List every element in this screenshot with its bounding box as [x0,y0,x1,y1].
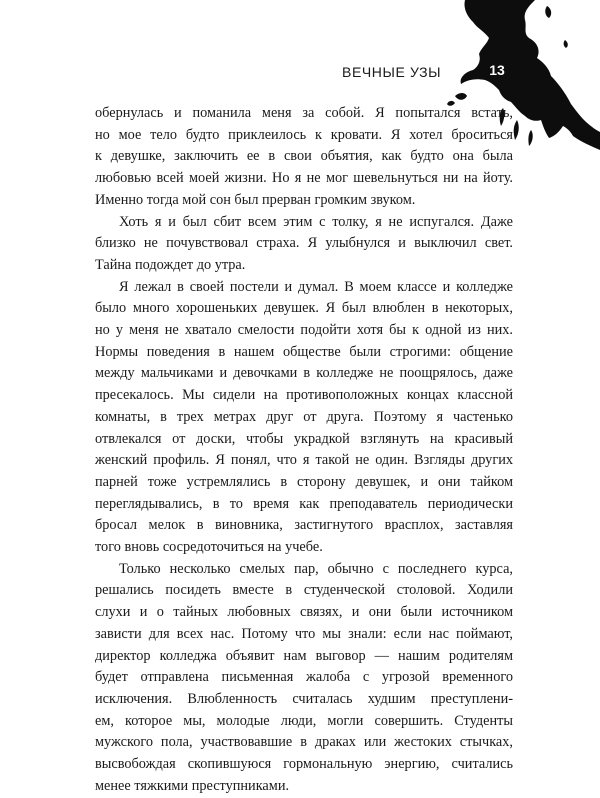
text-line: между мальчиками и девочками в колледже не поощрялось, даже [95,365,513,382]
text-line: слухи и о тайных любовных связях, и они были источником [95,604,513,621]
text-line: но мое тело будто приклеилось к кровати. Я хотел броситься [95,126,513,143]
text-line: но у меня не хватало смелости подойти хотя бы к одной из них. [95,322,513,339]
paragraph [95,103,513,212]
text-line: отвлекался от доски, чтобы украдкой взглянуть на красивый [95,430,513,447]
text-line: того вновь сосредоточиться на учебе. [95,539,323,556]
text-line: Хоть я и был сбит всем этим с толку, я не испугался. Даже [119,213,513,230]
text-line: Я лежал в своей постели и думал. В моем классе и колледже [119,278,513,295]
running-title: ВЕЧНЫЕ УЗЫ [342,64,442,80]
text-line: обернулась и поманила меня за собой. Я попытался встать, [95,105,513,121]
text-line: любовью всей моей жизни. Но я не мог шевельнуться ни на йоту. [95,170,513,187]
text-line: к девушке, заключить ее в свои объятия, как будто она была [95,148,513,165]
text-line: бросал мелок в виновника, застигнутого врасплох, заставляя [95,517,513,534]
paragraph [95,559,513,798]
body-text [95,103,513,798]
text-line: Только несколько смелых пар, обычно с последнего курса, [119,560,513,577]
text-line: исключения. Влюбленность считалась худшим преступлени- [95,690,513,707]
text-line: женский профиль. Я понял, что я такой не один. Взгляды других [95,452,513,469]
text-line: пресекалось. Мы сидели на противоположных концах классной [95,387,513,404]
page-number: 13 [489,62,505,78]
text-line: близко не почувствовал страха. Я улыбнулся и выключил свет. [95,235,513,252]
text-line: комнаты, в трех метрах друг от друга. Поэтому я частенько [95,408,513,425]
text-line: решались посидеть вместе в студенческой столовой. Ходили [95,582,513,599]
text-line: зависти для всех нас. Потому что мы знали: если нас поймают, [95,625,513,642]
text-line: парней тоже устремлялись в сторону девушек, и они тайком [95,473,513,490]
text-line: высвобождая скопившуюся гормональную энергию, считались [95,756,513,773]
text-line: менее тяжкими преступниками. [95,777,290,794]
text-line: ем, которое мы, молодые люди, могли совершить. Студенты [95,712,513,729]
text-line: будет отправлена письменная жалоба с угрозой временного [95,669,513,686]
text-line: Тайна подождет до утра. [95,256,246,273]
text-line: Именно тогда мой сон был прерван громким звуком. [95,191,416,208]
text-line: переглядывались, в то время как преподаватель периодически [95,495,513,512]
text-line: директор колледжа объявит нам выговор — нашим родителям [95,647,513,664]
text-line: Нормы поведения в нашем обществе были строгими: общение [95,343,513,360]
paragraph [95,212,513,277]
paragraph [95,277,513,559]
text-line: мужского пола, участвовавшие в драках или жестоких стычках, [95,734,513,751]
text-line: было много хорошеньких девушек. Я был влюблен в некоторых, [95,300,513,317]
